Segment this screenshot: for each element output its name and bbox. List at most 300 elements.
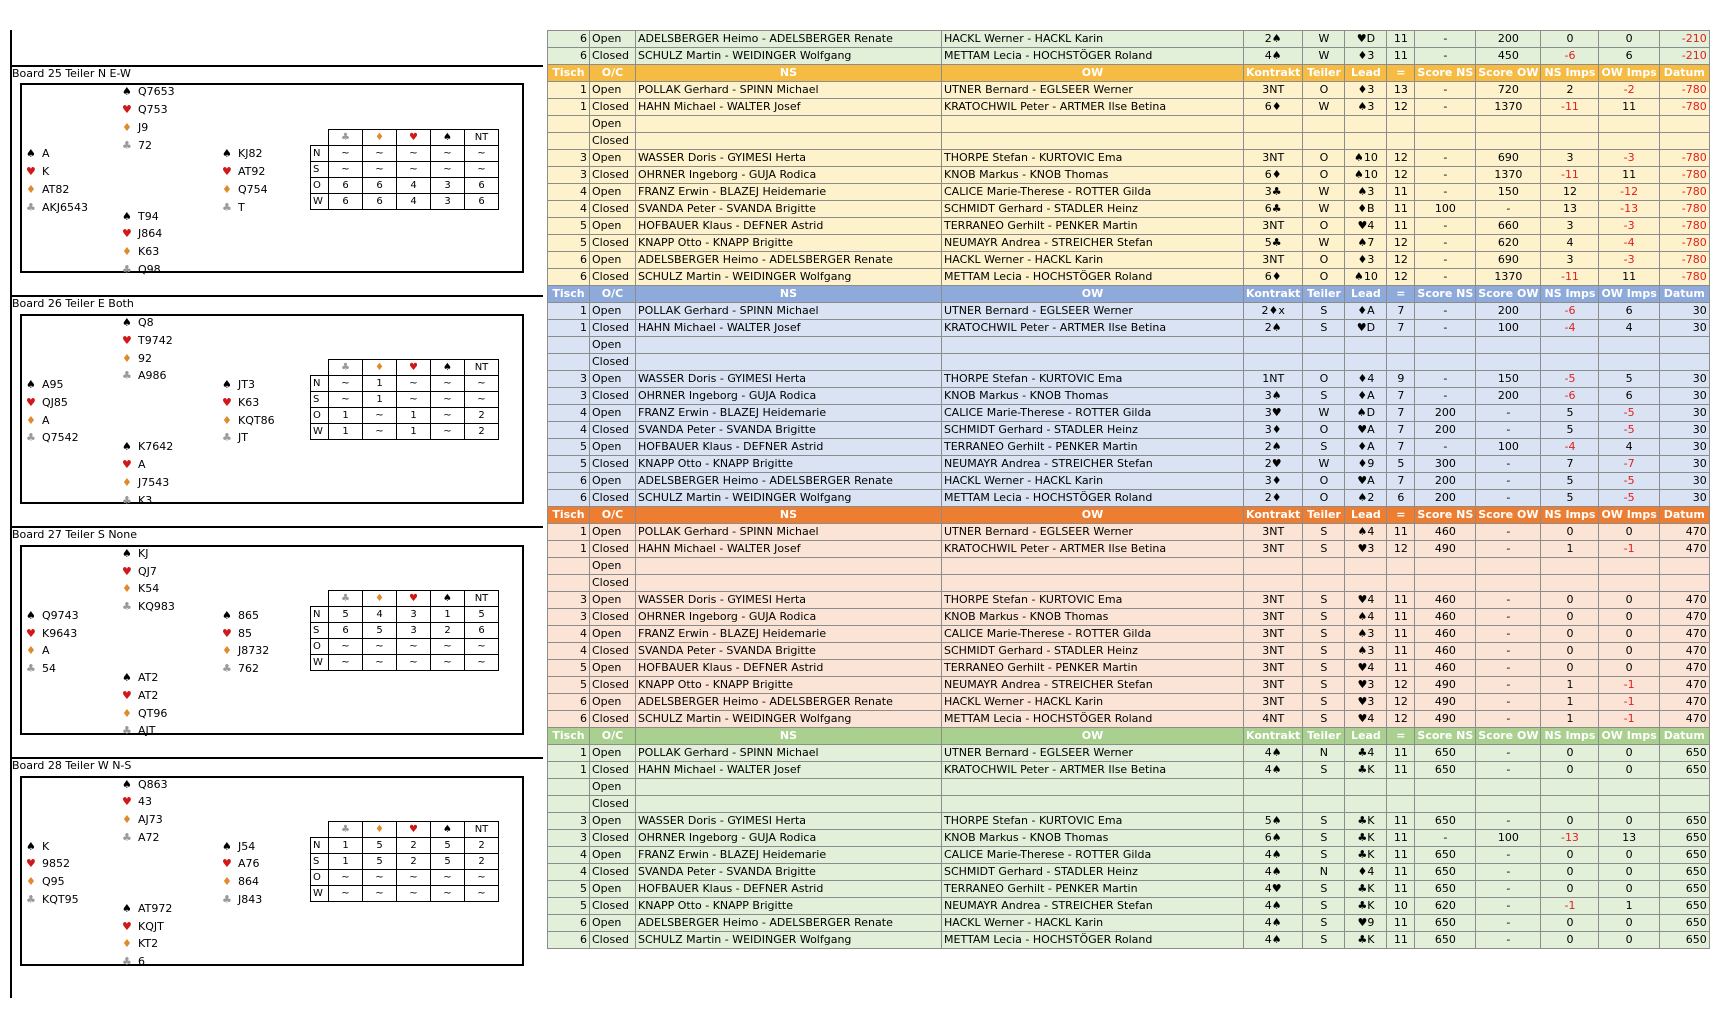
cell-oc: Open — [590, 252, 636, 269]
cell-ow: KRATOCHWIL Peter - ARTMER Ilse Betina — [942, 541, 1244, 558]
cell-lead: ♥D — [1345, 31, 1387, 48]
cell-tricks: 7 — [1387, 473, 1415, 490]
cell-score-ns: - — [1415, 150, 1476, 167]
south-hand-heart — [122, 689, 158, 703]
heart-icon: ♥ — [26, 626, 36, 640]
cell-tricks: 11 — [1387, 218, 1415, 235]
cell-tricks: 6 — [1387, 490, 1415, 507]
cell-ow-imps: 4 — [1599, 439, 1659, 456]
cell-ns: WASSER Doris - GYIMESI Herta — [636, 813, 942, 830]
table-row — [548, 898, 1710, 915]
cell-lead: ♠4 — [1345, 609, 1387, 626]
header-dealer: Teiler — [1303, 65, 1345, 82]
deal-diagram — [20, 314, 524, 507]
cell-contract — [1244, 575, 1303, 592]
dd-row — [311, 193, 499, 209]
table-row — [548, 422, 1710, 439]
cell-score-ow: 1370 — [1476, 269, 1541, 286]
east-hand-heart — [222, 627, 252, 641]
cell-datum: 30 — [1659, 439, 1709, 456]
cell-oc: Open — [590, 337, 636, 354]
cell-dealer — [1303, 796, 1345, 813]
cell-score-ns: - — [1415, 388, 1476, 405]
cell-score-ow: - — [1476, 745, 1541, 762]
diamond-icon: ♦ — [26, 875, 36, 889]
club-icon: ♣ — [122, 138, 132, 152]
cell-score-ow — [1476, 575, 1541, 592]
club-icon: ♣ — [26, 431, 36, 445]
dd-value: ~ — [465, 376, 499, 392]
deal-diagram — [20, 83, 524, 276]
cell-tricks: 12 — [1387, 269, 1415, 286]
club-icon: ♣ — [122, 724, 132, 738]
cell-ns-imps: 0 — [1541, 932, 1599, 949]
cell-datum: 650 — [1659, 813, 1709, 830]
cards: KQT95 — [42, 892, 79, 906]
cell-lead: ♦9 — [1345, 456, 1387, 473]
cell-ns-imps: -13 — [1541, 830, 1599, 847]
dd-value: ~ — [363, 885, 397, 901]
dd-header-nt: NT — [465, 591, 499, 607]
west-hand-heart — [26, 627, 77, 641]
cell-tricks: 12 — [1387, 252, 1415, 269]
club-icon: ♣ — [329, 591, 363, 607]
cell-tricks: 11 — [1387, 830, 1415, 847]
cell-contract: 4♥ — [1244, 881, 1303, 898]
cell-score-ow: - — [1476, 932, 1541, 949]
cell-lead: ♥A — [1345, 422, 1387, 439]
cell-dealer — [1303, 575, 1345, 592]
table-row — [548, 660, 1710, 677]
cell-datum: -780 — [1659, 99, 1709, 116]
cell-contract: 4♠ — [1244, 898, 1303, 915]
header-ow: OW — [942, 728, 1244, 745]
cell-ow: CALICE Marie-Therese - ROTTER Gilda — [942, 847, 1244, 864]
cell-ow-imps: 0 — [1599, 592, 1659, 609]
west-hand-diamond — [26, 644, 50, 658]
cell-tricks — [1387, 354, 1415, 371]
cell-lead: ♣K — [1345, 762, 1387, 779]
cell-tricks: 12 — [1387, 711, 1415, 728]
cell-score-ns: 650 — [1415, 745, 1476, 762]
cell-table — [548, 133, 590, 150]
dd-header-nt: NT — [465, 821, 499, 837]
cell-ns: FRANZ Erwin - BLAZEJ Heidemarie — [636, 626, 942, 643]
cell-ow-imps: 11 — [1599, 99, 1659, 116]
cell-oc: Open — [590, 405, 636, 422]
heart-icon: ♥ — [26, 165, 36, 179]
cell-ow: CALICE Marie-Therese - ROTTER Gilda — [942, 184, 1244, 201]
cell-ns: WASSER Doris - GYIMESI Herta — [636, 592, 942, 609]
cell-ow-imps: -3 — [1599, 252, 1659, 269]
cell-oc: Open — [590, 881, 636, 898]
cell-score-ns: 650 — [1415, 813, 1476, 830]
dd-value: ~ — [397, 639, 431, 655]
header-ns-imps: NS Imps — [1541, 65, 1599, 82]
cell-oc: Closed — [590, 167, 636, 184]
cell-dealer: O — [1303, 167, 1345, 184]
header-contract: Kontrakt — [1244, 728, 1303, 745]
cards: T94 — [138, 209, 159, 223]
dd-value: 5 — [363, 853, 397, 869]
cell-datum: 650 — [1659, 915, 1709, 932]
cards: Q7653 — [138, 85, 175, 99]
cell-ns-imps: 0 — [1541, 745, 1599, 762]
header-score-ns: Score NS — [1415, 286, 1476, 303]
table-header-row — [548, 728, 1710, 745]
cell-lead — [1345, 354, 1387, 371]
header-score-ns: Score NS — [1415, 507, 1476, 524]
cell-ow-imps: -1 — [1599, 694, 1659, 711]
cell-dealer: W — [1303, 405, 1345, 422]
cards: AT92 — [238, 165, 266, 179]
cell-table: 4 — [548, 405, 590, 422]
dd-seat: N — [311, 145, 329, 161]
cards: K — [42, 165, 50, 179]
cell-table: 1 — [548, 320, 590, 337]
table-row — [548, 575, 1710, 592]
east-hand-club — [222, 431, 248, 445]
dd-value: ~ — [363, 869, 397, 885]
dd-value: ~ — [363, 408, 397, 424]
cell-ow-imps: 6 — [1599, 388, 1659, 405]
header-lead: Lead — [1345, 286, 1387, 303]
east-hand-club — [222, 893, 262, 907]
cell-score-ow: 620 — [1476, 235, 1541, 252]
header-ow: OW — [942, 65, 1244, 82]
cell-tricks: 9 — [1387, 371, 1415, 388]
cell-contract: 3NT — [1244, 524, 1303, 541]
cell-table: 1 — [548, 524, 590, 541]
cell-tricks: 11 — [1387, 643, 1415, 660]
diamond-icon: ♦ — [26, 413, 36, 427]
header-table: Tisch — [548, 286, 590, 303]
header-ow-imps: OW Imps — [1599, 286, 1659, 303]
cell-contract: 4♠ — [1244, 864, 1303, 881]
cell-contract: 5♣ — [1244, 235, 1303, 252]
east-hand-spade — [222, 609, 259, 623]
cell-lead — [1345, 558, 1387, 575]
cards: QJ7 — [138, 564, 157, 578]
cell-ns: FRANZ Erwin - BLAZEJ Heidemarie — [636, 184, 942, 201]
dd-value: ~ — [397, 869, 431, 885]
cell-contract — [1244, 558, 1303, 575]
cell-contract: 3♦ — [1244, 422, 1303, 439]
header-contract: Kontrakt — [1244, 286, 1303, 303]
header-score-ow: Score OW — [1476, 728, 1541, 745]
cell-dealer: W — [1303, 48, 1345, 65]
dd-value: 6 — [465, 193, 499, 209]
table-row — [548, 150, 1710, 167]
cell-table: 6 — [548, 915, 590, 932]
cell-datum: 470 — [1659, 609, 1709, 626]
cell-contract: 3NT — [1244, 541, 1303, 558]
cell-contract: 6♣ — [1244, 201, 1303, 218]
cell-tricks: 11 — [1387, 762, 1415, 779]
cell-ow: HACKL Werner - HACKL Karin — [942, 252, 1244, 269]
cell-oc: Closed — [590, 320, 636, 337]
cell-contract: 3NT — [1244, 218, 1303, 235]
cards: K7642 — [138, 440, 174, 454]
cell-oc: Closed — [590, 201, 636, 218]
header-ns: NS — [636, 65, 942, 82]
cell-ow: KNOB Markus - KNOB Thomas — [942, 167, 1244, 184]
dd-value: 6 — [465, 177, 499, 193]
dd-row — [311, 837, 499, 853]
heart-icon: ♥ — [122, 227, 132, 241]
header-table: Tisch — [548, 65, 590, 82]
dd-seat: W — [311, 885, 329, 901]
cell-ns-imps — [1541, 779, 1599, 796]
cell-ns: HOFBAUER Klaus - DEFNER Astrid — [636, 218, 942, 235]
header-table: Tisch — [548, 728, 590, 745]
dd-value: ~ — [465, 161, 499, 177]
club-icon: ♣ — [26, 200, 36, 214]
cell-ns-imps: 0 — [1541, 813, 1599, 830]
cell-score-ow: 690 — [1476, 150, 1541, 167]
cell-score-ow: - — [1476, 626, 1541, 643]
cell-oc: Closed — [590, 677, 636, 694]
cell-datum: 470 — [1659, 660, 1709, 677]
dd-row — [311, 424, 499, 440]
cell-oc: Closed — [590, 48, 636, 65]
table-row — [548, 116, 1710, 133]
cell-tricks: 7 — [1387, 388, 1415, 405]
spade-icon: ♠ — [122, 440, 132, 454]
cell-ns-imps: -6 — [1541, 303, 1599, 320]
table-row — [548, 609, 1710, 626]
dd-row — [311, 623, 499, 639]
cell-datum: 650 — [1659, 745, 1709, 762]
cell-score-ns: - — [1415, 235, 1476, 252]
cell-ow: CALICE Marie-Therese - ROTTER Gilda — [942, 405, 1244, 422]
cell-ns: SCHULZ Martin - WEIDINGER Wolfgang — [636, 48, 942, 65]
table-row — [548, 201, 1710, 218]
cell-score-ow: - — [1476, 762, 1541, 779]
cell-ns-imps — [1541, 575, 1599, 592]
cell-ns: POLLAK Gerhard - SPINN Michael — [636, 82, 942, 99]
cards: AT972 — [138, 901, 173, 915]
cell-score-ns: - — [1415, 184, 1476, 201]
club-icon: ♣ — [122, 600, 132, 613]
cards: 865 — [238, 608, 259, 622]
heart-icon: ♥ — [222, 165, 232, 179]
west-hand-diamond — [26, 875, 65, 889]
cell-ow — [942, 796, 1244, 813]
cell-contract: 4♠ — [1244, 48, 1303, 65]
dd-seat: W — [311, 193, 329, 209]
cell-oc: Open — [590, 847, 636, 864]
cell-ow-imps: -2 — [1599, 82, 1659, 99]
heart-icon: ♥ — [122, 333, 132, 347]
cell-ns-imps: 3 — [1541, 150, 1599, 167]
cell-dealer: S — [1303, 915, 1345, 932]
heart-icon: ♥ — [222, 395, 232, 409]
cell-lead: ♠10 — [1345, 269, 1387, 286]
dd-value: 2 — [465, 424, 499, 440]
dd-value: 5 — [363, 623, 397, 639]
table-row — [548, 184, 1710, 201]
double-dummy-table — [310, 821, 499, 902]
cell-datum: 30 — [1659, 422, 1709, 439]
cell-score-ow: 150 — [1476, 371, 1541, 388]
cards: 864 — [238, 875, 259, 889]
table-row — [548, 82, 1710, 99]
cell-lead: ♣4 — [1345, 745, 1387, 762]
cell-oc: Open — [590, 439, 636, 456]
dd-value: 1 — [363, 376, 397, 392]
cell-score-ow: 1370 — [1476, 99, 1541, 116]
cell-contract: 3NT — [1244, 150, 1303, 167]
cell-ow: THORPE Stefan - KURTOVIC Ema — [942, 592, 1244, 609]
cell-contract: 5♠ — [1244, 813, 1303, 830]
left-rule — [10, 30, 12, 998]
cell-lead: ♣K — [1345, 881, 1387, 898]
cell-oc: Closed — [590, 388, 636, 405]
cell-dealer: S — [1303, 762, 1345, 779]
cell-contract: 3♣ — [1244, 184, 1303, 201]
cell-datum — [1659, 779, 1709, 796]
cell-ns: WASSER Doris - GYIMESI Herta — [636, 150, 942, 167]
header-ns: NS — [636, 728, 942, 745]
club-icon: ♣ — [329, 360, 363, 376]
cell-datum: 470 — [1659, 524, 1709, 541]
cards: A72 — [138, 830, 160, 844]
dd-value: 1 — [329, 424, 363, 440]
cell-score-ow: - — [1476, 694, 1541, 711]
cell-ns: FRANZ Erwin - BLAZEJ Heidemarie — [636, 405, 942, 422]
diamond-icon: ♦ — [122, 475, 132, 489]
cell-ns: POLLAK Gerhard - SPINN Michael — [636, 745, 942, 762]
cell-ow-imps: 11 — [1599, 269, 1659, 286]
cell-score-ow — [1476, 116, 1541, 133]
cell-score-ow: 100 — [1476, 439, 1541, 456]
cell-ow-imps: 1 — [1599, 898, 1659, 915]
cell-ns: KNAPP Otto - KNAPP Brigitte — [636, 456, 942, 473]
cell-score-ow: 720 — [1476, 82, 1541, 99]
cell-ns-imps: 3 — [1541, 252, 1599, 269]
spade-icon: ♠ — [26, 147, 36, 161]
cell-table: 5 — [548, 456, 590, 473]
cell-dealer — [1303, 354, 1345, 371]
cell-dealer: O — [1303, 150, 1345, 167]
table-row — [548, 643, 1710, 660]
dd-value: 1 — [329, 837, 363, 853]
dd-corner — [311, 360, 329, 376]
cell-ow-imps: -1 — [1599, 711, 1659, 728]
table-header-row — [548, 286, 1710, 303]
cell-ns: OHRNER Ingeborg - GUJA Rodica — [636, 167, 942, 184]
cards: QJ85 — [42, 395, 68, 409]
board-label: Board 26 Teiler E Both — [12, 297, 134, 311]
cell-dealer: W — [1303, 201, 1345, 218]
dd-value: 1 — [363, 392, 397, 408]
south-hand-diamond — [122, 245, 159, 259]
cards: AKJ6543 — [42, 200, 88, 214]
cell-score-ns: 490 — [1415, 541, 1476, 558]
cell-ns: OHRNER Ingeborg - GUJA Rodica — [636, 609, 942, 626]
diamond-icon: ♦ — [363, 360, 397, 376]
cell-lead: ♦A — [1345, 303, 1387, 320]
cell-table: 3 — [548, 371, 590, 388]
cell-ns-imps: 0 — [1541, 524, 1599, 541]
cell-datum — [1659, 337, 1709, 354]
dd-row — [311, 655, 499, 671]
spade-icon: ♠ — [122, 316, 132, 329]
cell-score-ns — [1415, 796, 1476, 813]
north-hand-spade — [122, 547, 148, 561]
cell-score-ns: - — [1415, 439, 1476, 456]
spade-icon: ♠ — [431, 129, 465, 145]
cell-ow-imps: 0 — [1599, 660, 1659, 677]
cell-tricks: 12 — [1387, 541, 1415, 558]
cell-score-ns: - — [1415, 167, 1476, 184]
cards: T9742 — [138, 333, 173, 347]
cell-ns-imps: 0 — [1541, 915, 1599, 932]
dd-value: 2 — [465, 408, 499, 424]
header-lead: Lead — [1345, 728, 1387, 745]
cards: J843 — [238, 892, 263, 906]
club-icon: ♣ — [222, 431, 232, 445]
cell-tricks: 7 — [1387, 422, 1415, 439]
cell-dealer: S — [1303, 320, 1345, 337]
cell-ns-imps: 0 — [1541, 881, 1599, 898]
cell-dealer: O — [1303, 269, 1345, 286]
cell-oc: Open — [590, 915, 636, 932]
header-lead: Lead — [1345, 507, 1387, 524]
cell-ow — [942, 779, 1244, 796]
cell-score-ns: 650 — [1415, 864, 1476, 881]
cell-oc: Open — [590, 371, 636, 388]
cell-score-ns — [1415, 779, 1476, 796]
cell-contract: 3NT — [1244, 626, 1303, 643]
cell-ns-imps: 1 — [1541, 711, 1599, 728]
cell-dealer — [1303, 116, 1345, 133]
cell-ns-imps: 0 — [1541, 847, 1599, 864]
table-row — [548, 677, 1710, 694]
cell-score-ow: - — [1476, 677, 1541, 694]
north-hand-diamond — [122, 582, 159, 596]
cell-ns-imps: 0 — [1541, 643, 1599, 660]
header-ns-imps: NS Imps — [1541, 728, 1599, 745]
cell-oc: Closed — [590, 609, 636, 626]
dd-row — [311, 885, 499, 901]
cards: 72 — [138, 138, 152, 152]
cell-oc: Open — [590, 303, 636, 320]
cell-lead: ♦3 — [1345, 82, 1387, 99]
cards: Q753 — [138, 103, 168, 116]
cell-tricks — [1387, 337, 1415, 354]
cell-table — [548, 337, 590, 354]
dd-value: 2 — [397, 837, 431, 853]
cell-lead: ♥A — [1345, 473, 1387, 490]
cell-ow-imps — [1599, 133, 1659, 150]
cell-tricks — [1387, 116, 1415, 133]
west-hand-diamond — [26, 183, 69, 197]
cell-dealer: S — [1303, 677, 1345, 694]
east-hand-club — [222, 662, 259, 676]
cell-ns-imps: 12 — [1541, 184, 1599, 201]
dd-header-nt: NT — [465, 129, 499, 145]
dd-seat: O — [311, 869, 329, 885]
cell-tricks: 11 — [1387, 847, 1415, 864]
cell-table: 5 — [548, 898, 590, 915]
cell-datum: -780 — [1659, 201, 1709, 218]
club-icon: ♣ — [26, 662, 36, 676]
south-hand-spade — [122, 210, 159, 224]
cell-dealer: N — [1303, 864, 1345, 881]
cell-tricks: 11 — [1387, 201, 1415, 218]
